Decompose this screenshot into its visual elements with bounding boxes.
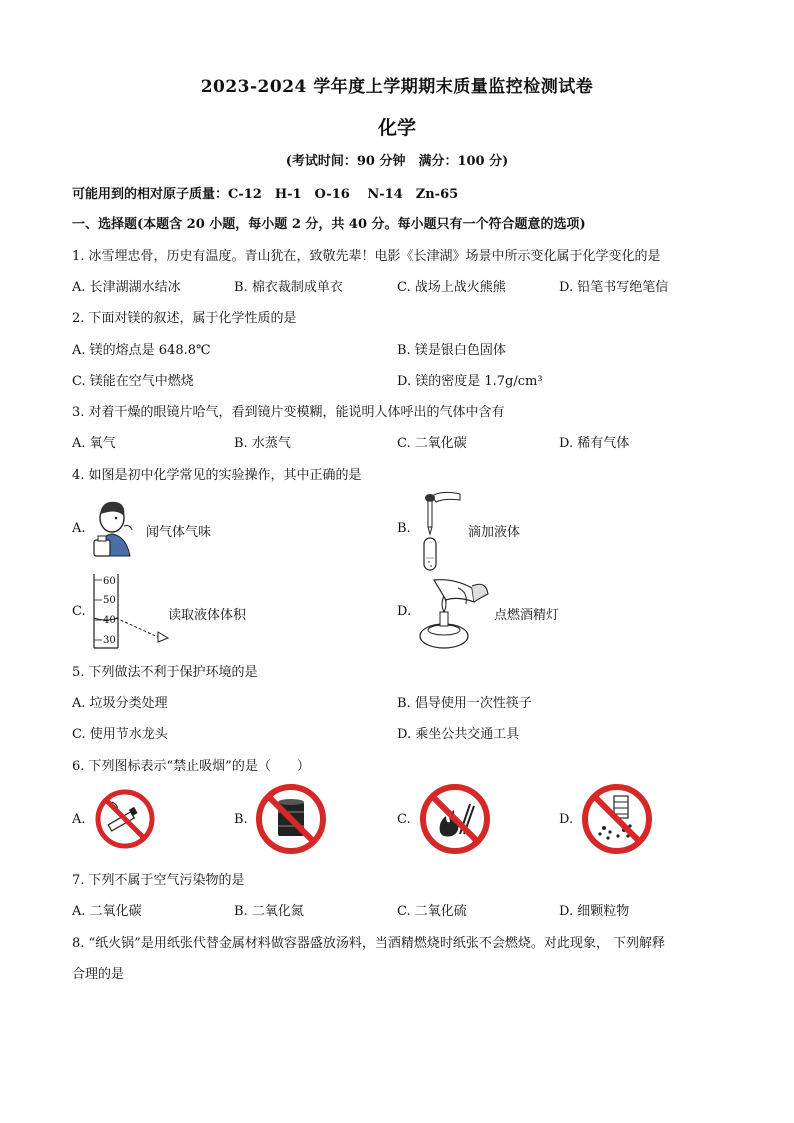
q4-letter-b: B. [397, 521, 411, 536]
q1-option-d: D. 铅笔书写绝笔信 [559, 280, 669, 295]
no-smoking-icon [94, 788, 156, 850]
alcohol-lamp-figure [414, 574, 490, 652]
q6-letter-b: B. [234, 812, 248, 827]
q5-option-d: D. 乘坐公共交通工具 [397, 727, 520, 742]
q6-letter-c: C. [397, 812, 411, 827]
q7-option-d: D. 细颗粒物 [559, 904, 630, 919]
q3-option-b: B. 水蒸气 [234, 436, 291, 451]
question-2-stem: 2. 下面对镁的叙述，属于化学性质的是 [72, 311, 297, 326]
no-fireworks-icon [580, 782, 654, 856]
graduated-cylinder-figure [88, 572, 174, 652]
question-6-stem: 6. 下列图标表示“禁止吸烟”的是（ ） [72, 759, 310, 774]
q4-caption-d: 点燃酒精灯 [494, 608, 560, 623]
q3-option-c: C. 二氧化碳 [397, 436, 467, 451]
q6-letter-a: A. [72, 812, 86, 827]
exam-meta: (考试时间：90 分钟 满分：100 分) [285, 154, 509, 169]
q4-caption-a: 闻气体气味 [146, 525, 212, 540]
atomic-masses: 可能用到的相对原子质量：C-12 H-1 O-16 N-14 Zn-65 [72, 187, 459, 202]
q7-option-b: B. 二氧化氮 [234, 904, 304, 919]
q2-option-d: D. 镁的密度是 1.7g/cm³ [397, 374, 543, 389]
person-smelling-gas-figure [88, 496, 144, 558]
q2-option-c: C. 镁能在空气中燃烧 [72, 374, 194, 389]
q1-option-c: C. 战场上战火熊熊 [397, 280, 506, 295]
question-5-stem: 5. 下列做法不利于保护环境的是 [72, 665, 258, 680]
q4-caption-b: 滴加液体 [468, 525, 521, 540]
scale-tick-50: 50 [103, 595, 116, 606]
question-7-stem: 7. 下列不属于空气污染物的是 [72, 873, 245, 888]
q1-option-a: A. 长津湖湖水结冰 [72, 280, 181, 295]
q7-option-c: C. 二氧化硫 [397, 904, 467, 919]
exam-title: 2023-2024 学年度上学期期末质量监控检测试卷 [200, 77, 594, 97]
question-1-stem: 1. 冰雪埋忠骨，历史有温度。青山犹在，致敬先辈！电影《长津湖》场景中所示变化属于化学变化的是 [72, 249, 661, 264]
question-8-stem-line1: 8. “纸火锅”是用纸张代替金属材料做容器盛放汤料，当酒精燃烧时纸张不会燃烧。对此现象， 下列解释 [72, 936, 665, 951]
question-4-stem: 4. 如图是初中化学常见的实验操作，其中正确的是 [72, 468, 362, 483]
q1-option-b: B. 棉衣裁制成单衣 [234, 280, 343, 295]
q4-letter-d: D. [397, 604, 412, 619]
q3-option-a: A. 氧气 [72, 436, 116, 451]
q5-option-a: A. 垃圾分类处理 [72, 696, 168, 711]
scale-tick-40: 40 [103, 615, 116, 626]
section-heading: 一、选择题(本题含 20 小题，每小题 2 分，共 40 分。每小题只有一个符合题意的选项) [72, 217, 586, 232]
q2-option-b: B. 镁是银白色固体 [397, 343, 506, 358]
no-barrel-icon [254, 782, 328, 856]
q4-caption-c: 读取液体体积 [168, 608, 247, 623]
q2-option-a: A. 镁的熔点是 648.8℃ [72, 343, 211, 358]
scale-tick-30: 30 [103, 635, 116, 646]
question-8-stem-line2: 合理的是 [72, 967, 125, 982]
no-open-flame-icon [418, 782, 492, 856]
q7-option-a: A. 二氧化碳 [72, 904, 142, 919]
q5-option-b: B. 倡导使用一次性筷子 [397, 696, 532, 711]
q4-letter-a: A. [72, 521, 86, 536]
question-3-stem: 3. 对着干燥的眼镜片哈气，看到镜片变模糊，能说明人体呼出的气体中含有 [72, 405, 505, 420]
q6-letter-d: D. [559, 812, 574, 827]
q5-option-c: C. 使用节水龙头 [72, 727, 168, 742]
subject-title: 化学 [377, 117, 416, 139]
q4-letter-c: C. [72, 604, 86, 619]
q3-option-d: D. 稀有气体 [559, 436, 630, 451]
scale-tick-60: 60 [103, 576, 116, 587]
dropper-test-tube-figure [418, 488, 462, 572]
